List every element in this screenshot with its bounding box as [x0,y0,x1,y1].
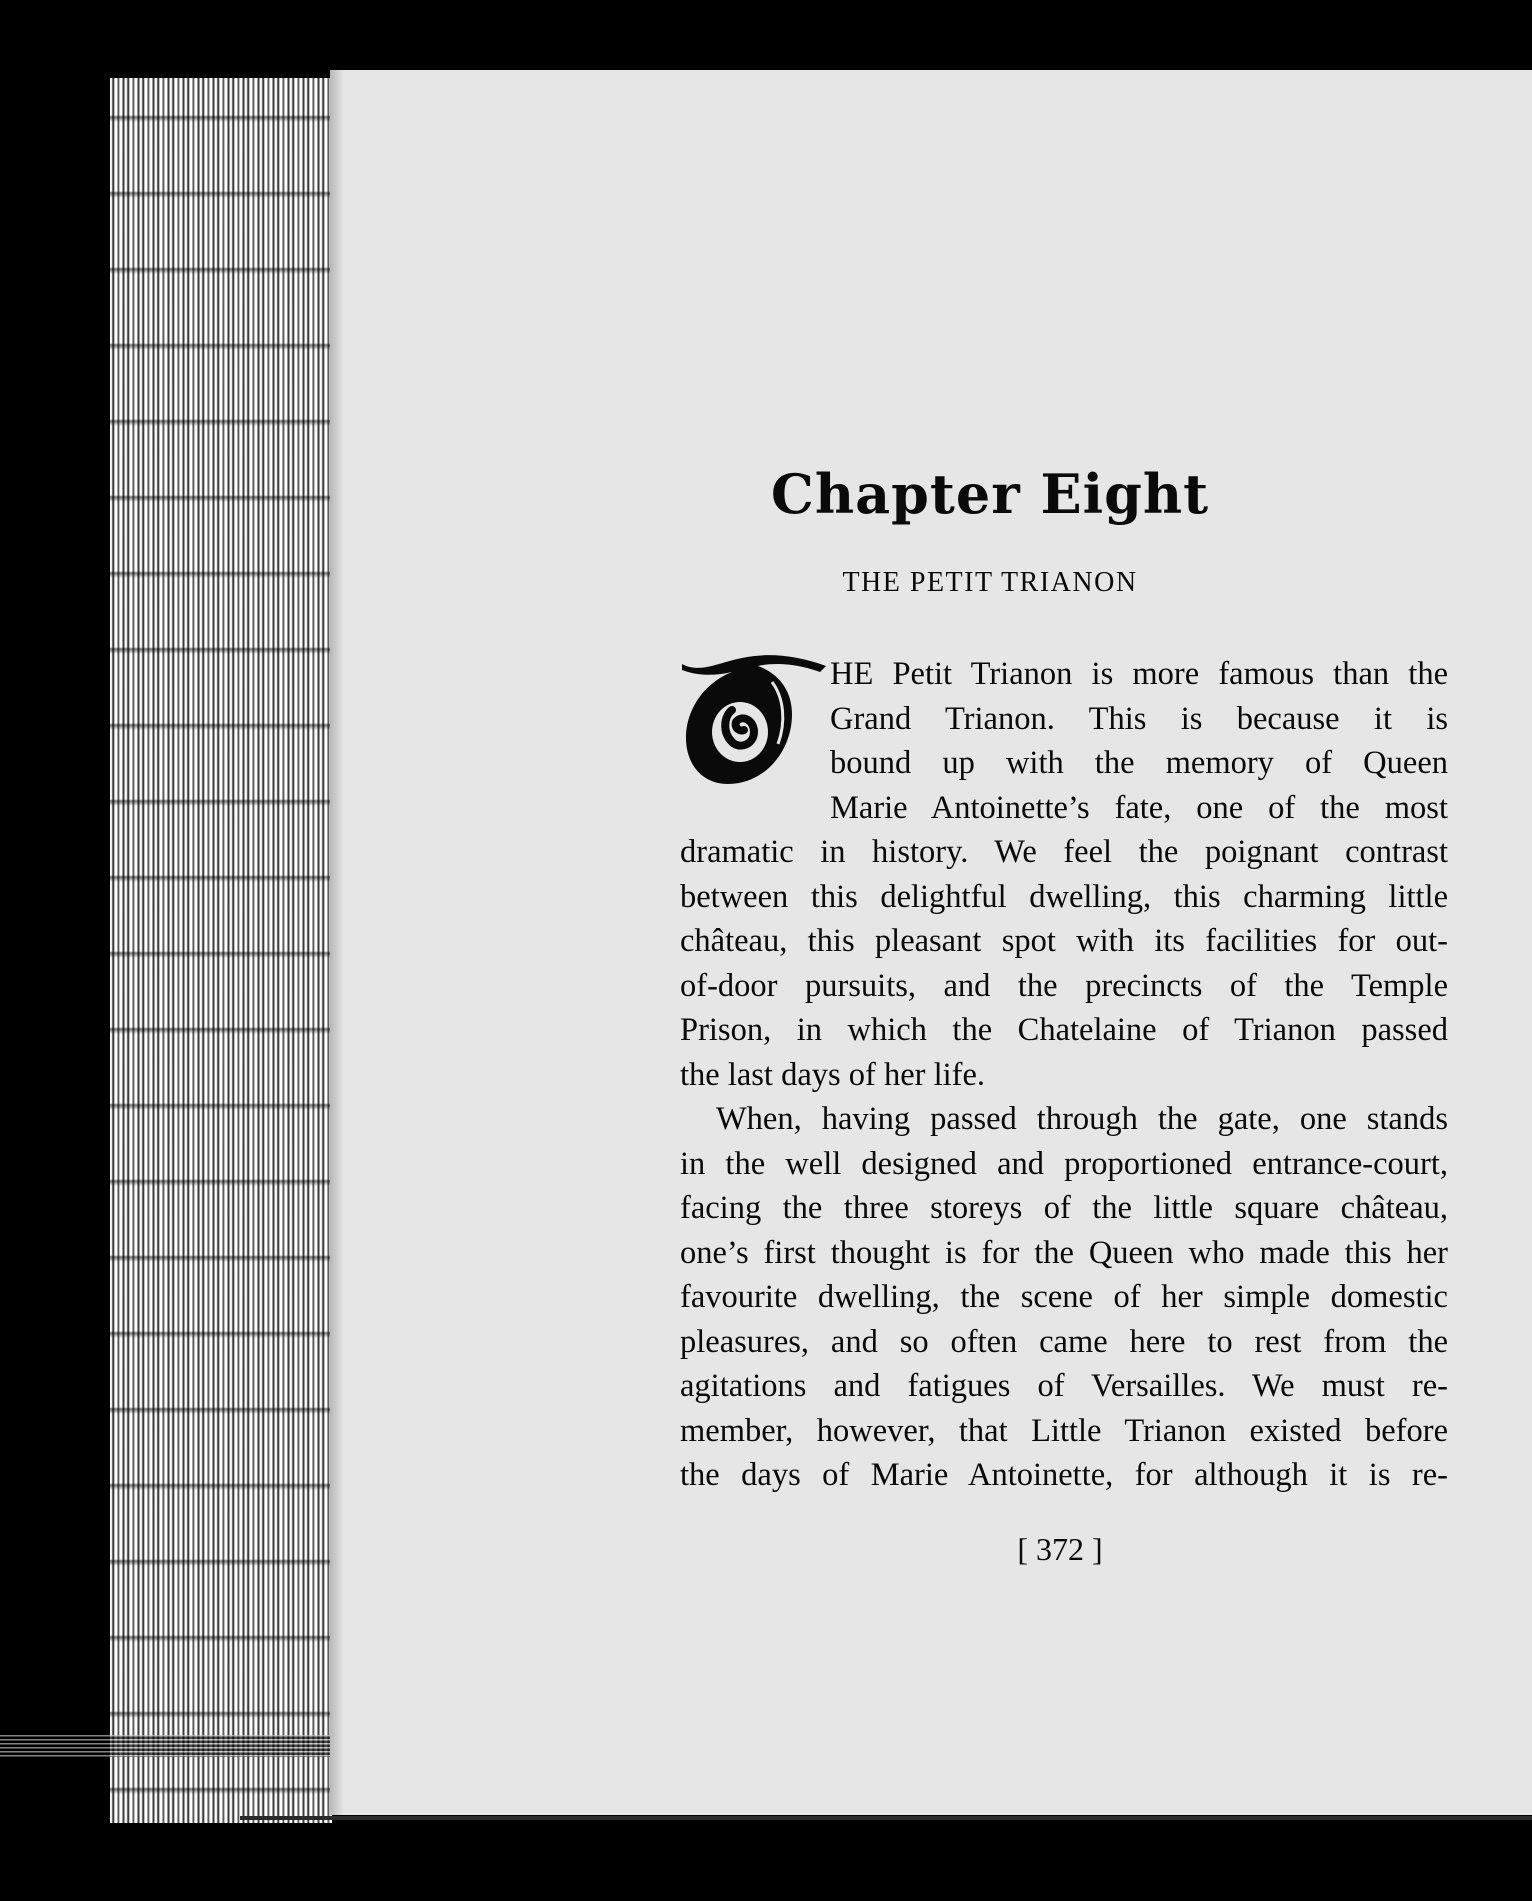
text-line: one’s first thought is for the Queen who made this her [680,1234,1448,1271]
text-line: the days of Marie Antoinette, for although it is re- [680,1457,1448,1493]
text-line: pleasures, and so often came here to rest from the [680,1323,1448,1360]
page-number: [ 372 ] [1017,1531,1103,1567]
page-bottom-edge [240,1816,1532,1820]
paragraph-2 [680,1097,1448,1498]
text-line: Marie Antoinette’s fate, one of the most [830,789,1448,826]
text-line: bound up with the memory of Queen [830,745,1448,781]
text-line: Grand Trianon. This is because it is [830,700,1448,737]
text-line: favourite dwelling, the scene of her simple domestic [680,1279,1448,1315]
text-line: dramatic in history. We feel the poignant contrast [680,834,1448,870]
text-line: the last days of her life. [680,1056,986,1093]
text-line: château, this pleasant spot with its facilities for out- [680,923,1448,959]
text-line: facing the three storeys of the little square château, [680,1190,1448,1226]
chapter-heading: Chapter Eight [770,462,1210,526]
page-gutter-shadow [330,70,344,1815]
text-line: HE Petit Trianon is more famous than the [830,656,1448,692]
text-line: between this delightful dwelling, this charming little [680,878,1448,915]
text-line: When, having passed through the gate, one stands [716,1101,1448,1137]
chapter-title: THE PETIT TRIANON [842,567,1138,598]
page-edge-texture [110,78,332,1823]
text-line: member, however, that Little Trianon existed before [680,1412,1448,1449]
text-line: of-door pursuits, and the precincts of the Temple [680,967,1448,1004]
text-line: Prison, in which the Chatelaine of Trianon passed [680,1012,1448,1048]
text-line: in the well designed and proportioned entrance-court, [680,1145,1448,1182]
text-line: agitations and fatigues of Versailles. We must re- [680,1368,1448,1404]
body-text [680,652,1448,1498]
paragraph-1 [680,652,1448,1097]
scan-artifact-lines [0,1735,330,1757]
